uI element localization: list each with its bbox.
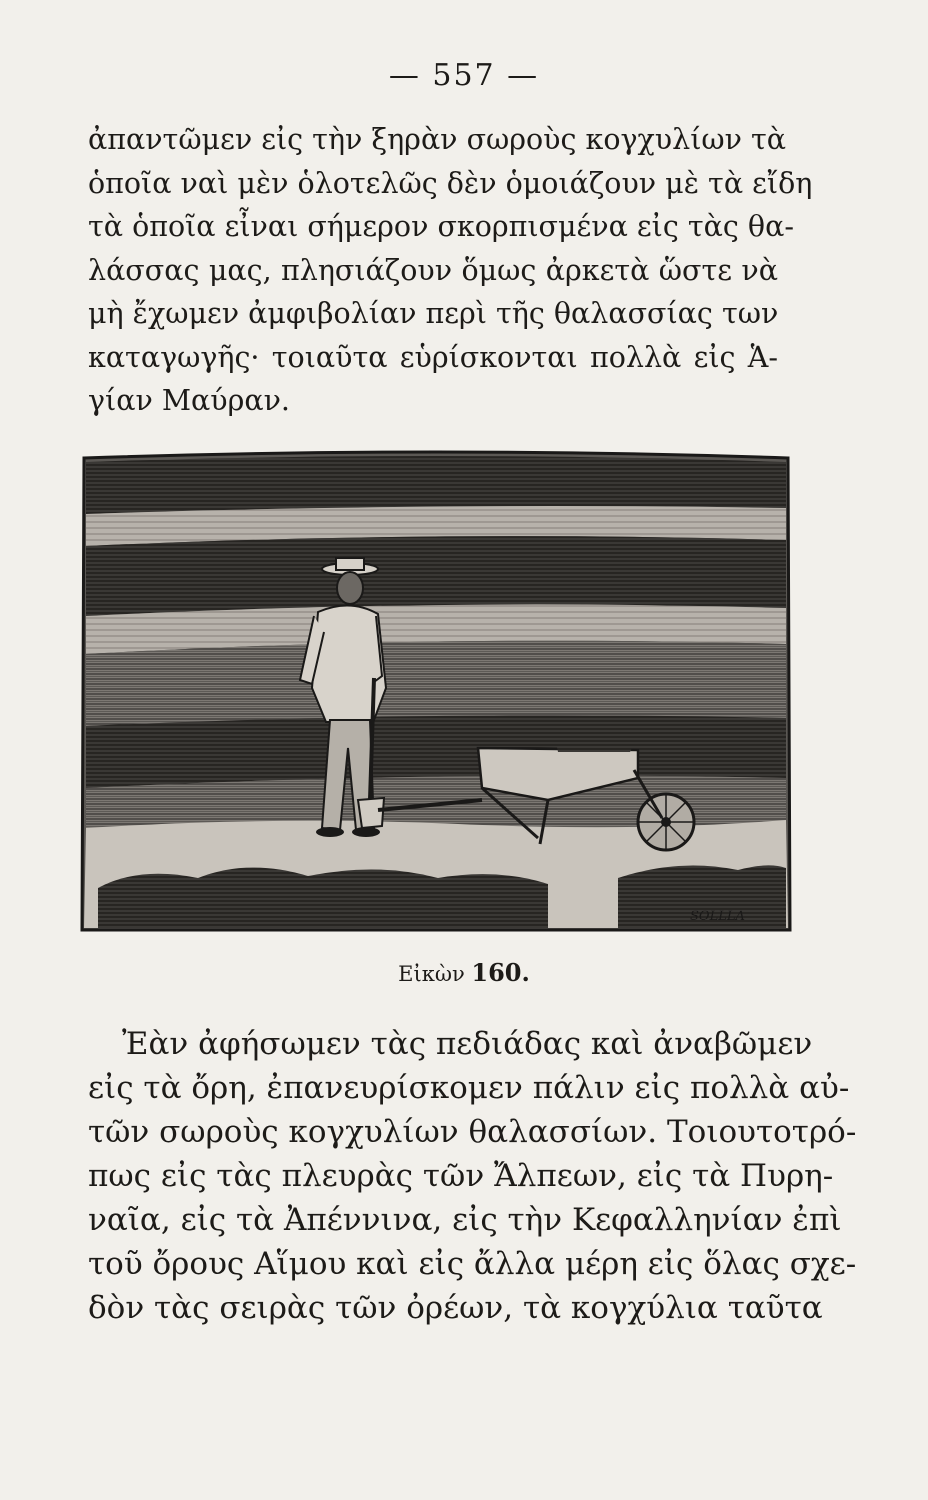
- text-line: ἀπαντῶμεν εἰς τὴν ξηρὰν σωροὺς κογχυλίων τὰ: [88, 123, 786, 156]
- text-line: γίαν Μαύραν.: [88, 384, 290, 417]
- text-line: λάσσας μας, πλησιάζουν ὅμως ἀρκετὰ ὥστε νὰ: [88, 253, 778, 287]
- text-line: τῶν σωροὺς κογχυλίων θαλασσίων. Τοιουτοτρό-: [88, 1114, 857, 1150]
- engraving-image: [78, 448, 794, 938]
- figure-caption: [0, 958, 928, 987]
- text-line: πως εἰς τὰς πλευρὰς τῶν Ἄλπεων, εἰς τὰ Πυρη-: [88, 1158, 834, 1194]
- text-line: τὰ ὁποῖα εἶναι σήμερον σκορπισμένα εἰς τὰς θα-: [88, 210, 794, 243]
- engraving-illustration: [78, 448, 794, 938]
- page-number: — 557 —: [388, 58, 540, 93]
- paragraph-bottom: [88, 1022, 857, 1330]
- text-line: Ἐὰν ἀφήσωμεν τὰς πεδιάδας καὶ ἀναβῶμεν: [122, 1026, 813, 1062]
- caption-number: 160.: [471, 958, 530, 987]
- text-line: μὴ ἔχωμεν ἀμφιβολίαν περὶ τῆς θαλασσίας των: [88, 297, 779, 330]
- paragraph-top: [88, 118, 813, 423]
- text-line: ὁποῖα ναὶ μὲν ὁλοτελῶς δὲν ὁμοιάζουν μὲ τὰ εἴδη: [88, 166, 813, 200]
- text-line: δὸν τὰς σειρὰς τῶν ὀρέων, τὰ κογχύλια ταῦτα: [88, 1290, 823, 1326]
- text-line: τοῦ ὄρους Αἵμου καὶ εἰς ἄλλα μέρη εἰς ὅλας σχε-: [88, 1246, 857, 1282]
- text-line: ναῖα, εἰς τὰ Ἀπέννινα, εἰς τὴν Κεφαλληνίαν ἐπὶ: [88, 1202, 842, 1238]
- text-line: εἰς τὰ ὄρη, ἐπανευρίσκομεν πάλιν εἰς πολλὰ αὐ-: [88, 1070, 850, 1106]
- text-line: καταγωγῆς· τοιαῦτα εὑρίσκονται πολλὰ εἰς Ἁ-: [88, 340, 778, 374]
- artist-signature: SOLLLA: [690, 909, 745, 924]
- caption-label: Εἰκὼν: [398, 962, 465, 986]
